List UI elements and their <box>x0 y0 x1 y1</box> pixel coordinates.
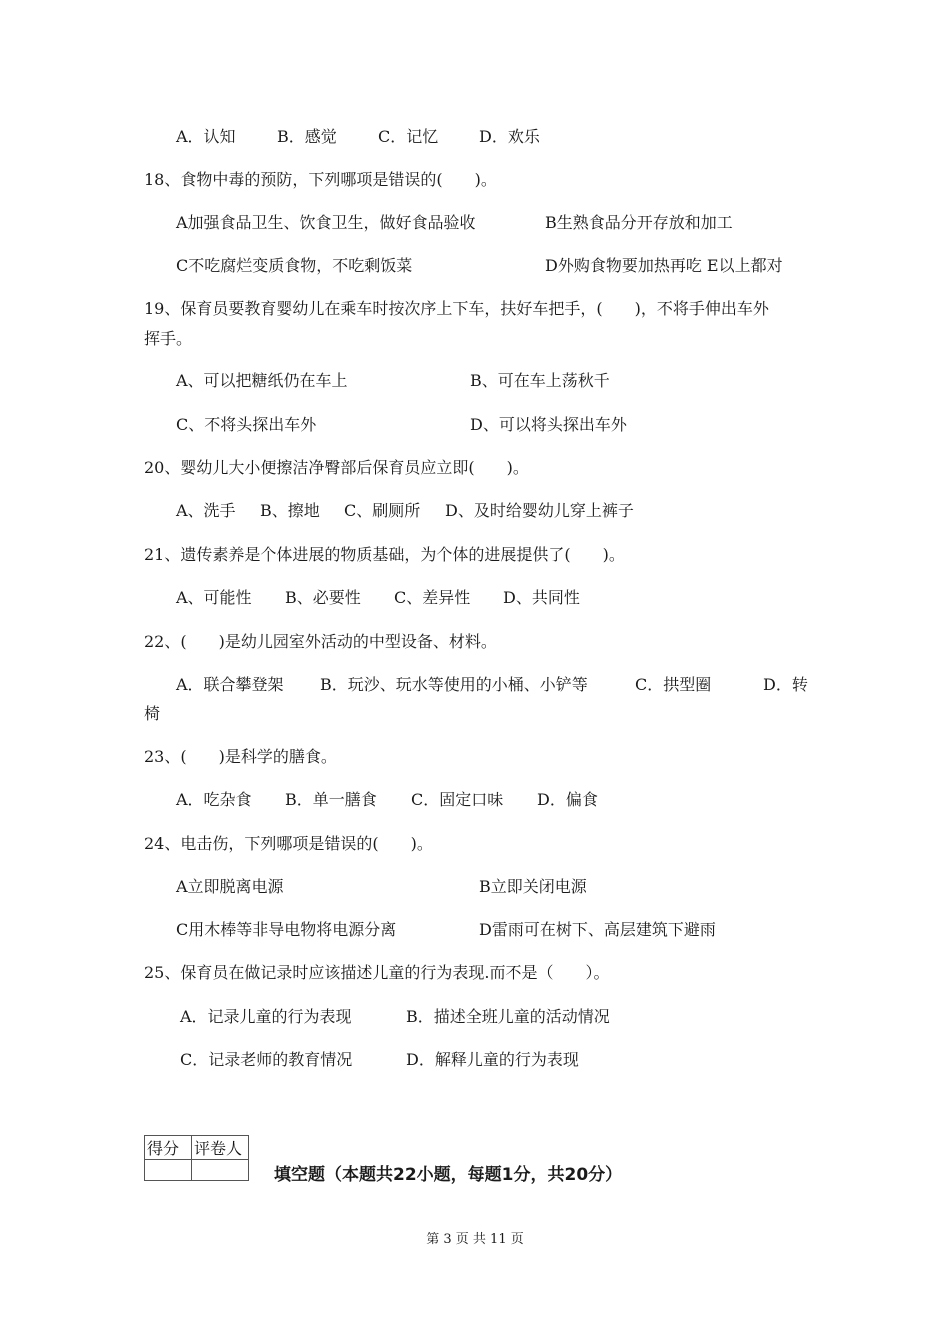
q24-stem: 24、电击伤，下列哪项是错误的( )。 <box>144 834 433 853</box>
q18-option-a: A加强食品卫生、饮食卫生，做好食品验收 <box>176 213 476 232</box>
q19-option-d: D、可以将头探出车外 <box>470 415 627 434</box>
grader-cell <box>192 1160 249 1181</box>
q18-option-b: B生熟食品分开存放和加工 <box>545 213 733 232</box>
q24-option-a: A立即脱离电源 <box>176 877 284 896</box>
q19-option-c: C、不将头探出车外 <box>176 415 317 434</box>
q25-option-b: B．描述全班儿童的活动情况 <box>406 1007 610 1026</box>
q19-option-a: A、可以把糖纸仍在车上 <box>176 371 348 390</box>
q20-option-d: D、及时给婴幼儿穿上裤子 <box>445 501 634 520</box>
q23-option-d: D．偏食 <box>537 790 598 809</box>
page-footer: 第 3 页 共 11 页 <box>426 1232 524 1247</box>
q22-stem: 22、( )是幼儿园室外活动的中型设备、材料。 <box>144 632 497 651</box>
q17-option-c: C．记忆 <box>378 127 439 146</box>
score-table <box>144 1135 249 1181</box>
q23-option-c: C．固定口味 <box>411 790 504 809</box>
q23-option-a: A．吃杂食 <box>176 790 252 809</box>
q21-option-b: B、必要性 <box>285 588 361 607</box>
q24-option-b: B立即关闭电源 <box>479 877 587 896</box>
q17-option-b: B．感觉 <box>277 127 337 146</box>
q18-option-c: C不吃腐烂变质食物，不吃剩饭菜 <box>176 256 413 275</box>
q22-option-a: A．联合攀登架 <box>176 675 284 694</box>
q19-stem-line2: 挥手。 <box>144 329 193 348</box>
q25-stem: 25、保育员在做记录时应该描述儿童的行为表现.而不是（ ）。 <box>144 963 610 982</box>
q21-option-d: D、共同性 <box>503 588 580 607</box>
q24-option-c: C用木棒等非导电物将电源分离 <box>176 920 397 939</box>
q20-option-b: B、擦地 <box>260 501 320 520</box>
q22-option-d: D．转 <box>763 675 808 694</box>
q20-option-c: C、刷厕所 <box>344 501 421 520</box>
q17-option-a: A．认知 <box>176 127 236 146</box>
q20-stem: 20、婴幼儿大小便擦洁净臀部后保育员应立即( )。 <box>144 458 529 477</box>
q25-option-c: C．记录老师的教育情况 <box>180 1050 353 1069</box>
q21-option-a: A、可能性 <box>176 588 252 607</box>
grader-header: 评卷人 <box>192 1136 249 1160</box>
q18-stem: 18、食物中毒的预防，下列哪项是错误的( )。 <box>144 170 497 189</box>
q22-option-b: B．玩沙、玩水等使用的小桶、小铲等 <box>320 675 588 694</box>
q25-option-a: A．记录儿童的行为表现 <box>180 1007 352 1026</box>
q19-stem-line1: 19、保育员要教育婴幼儿在乘车时按次序上下车，扶好车把手，( )，不将手伸出车外 <box>144 299 769 318</box>
q23-stem: 23、( )是科学的膳食。 <box>144 747 337 766</box>
q21-option-c: C、差异性 <box>394 588 471 607</box>
section-title: 填空题（本题共22小题，每题1分，共20分） <box>274 1165 623 1185</box>
q20-option-a: A、洗手 <box>176 501 236 520</box>
q21-stem: 21、遗传素养是个体进展的物质基础，为个体的进展提供了( )。 <box>144 545 625 564</box>
q24-option-d: D雷雨可在树下、高层建筑下避雨 <box>479 920 716 939</box>
q17-option-d: D．欢乐 <box>479 127 540 146</box>
q18-option-d: D外购食物要加热再吃 E以上都对 <box>545 256 783 275</box>
score-cell <box>145 1160 192 1181</box>
q22-option-c: C．拱型圈 <box>635 675 712 694</box>
q23-option-b: B．单一膳食 <box>285 790 377 809</box>
q22-option-d-continuation: 椅 <box>144 704 161 723</box>
q25-option-d: D．解释儿童的行为表现 <box>406 1050 579 1069</box>
q19-option-b: B、可在车上荡秋千 <box>470 371 610 390</box>
score-header: 得分 <box>145 1136 192 1160</box>
